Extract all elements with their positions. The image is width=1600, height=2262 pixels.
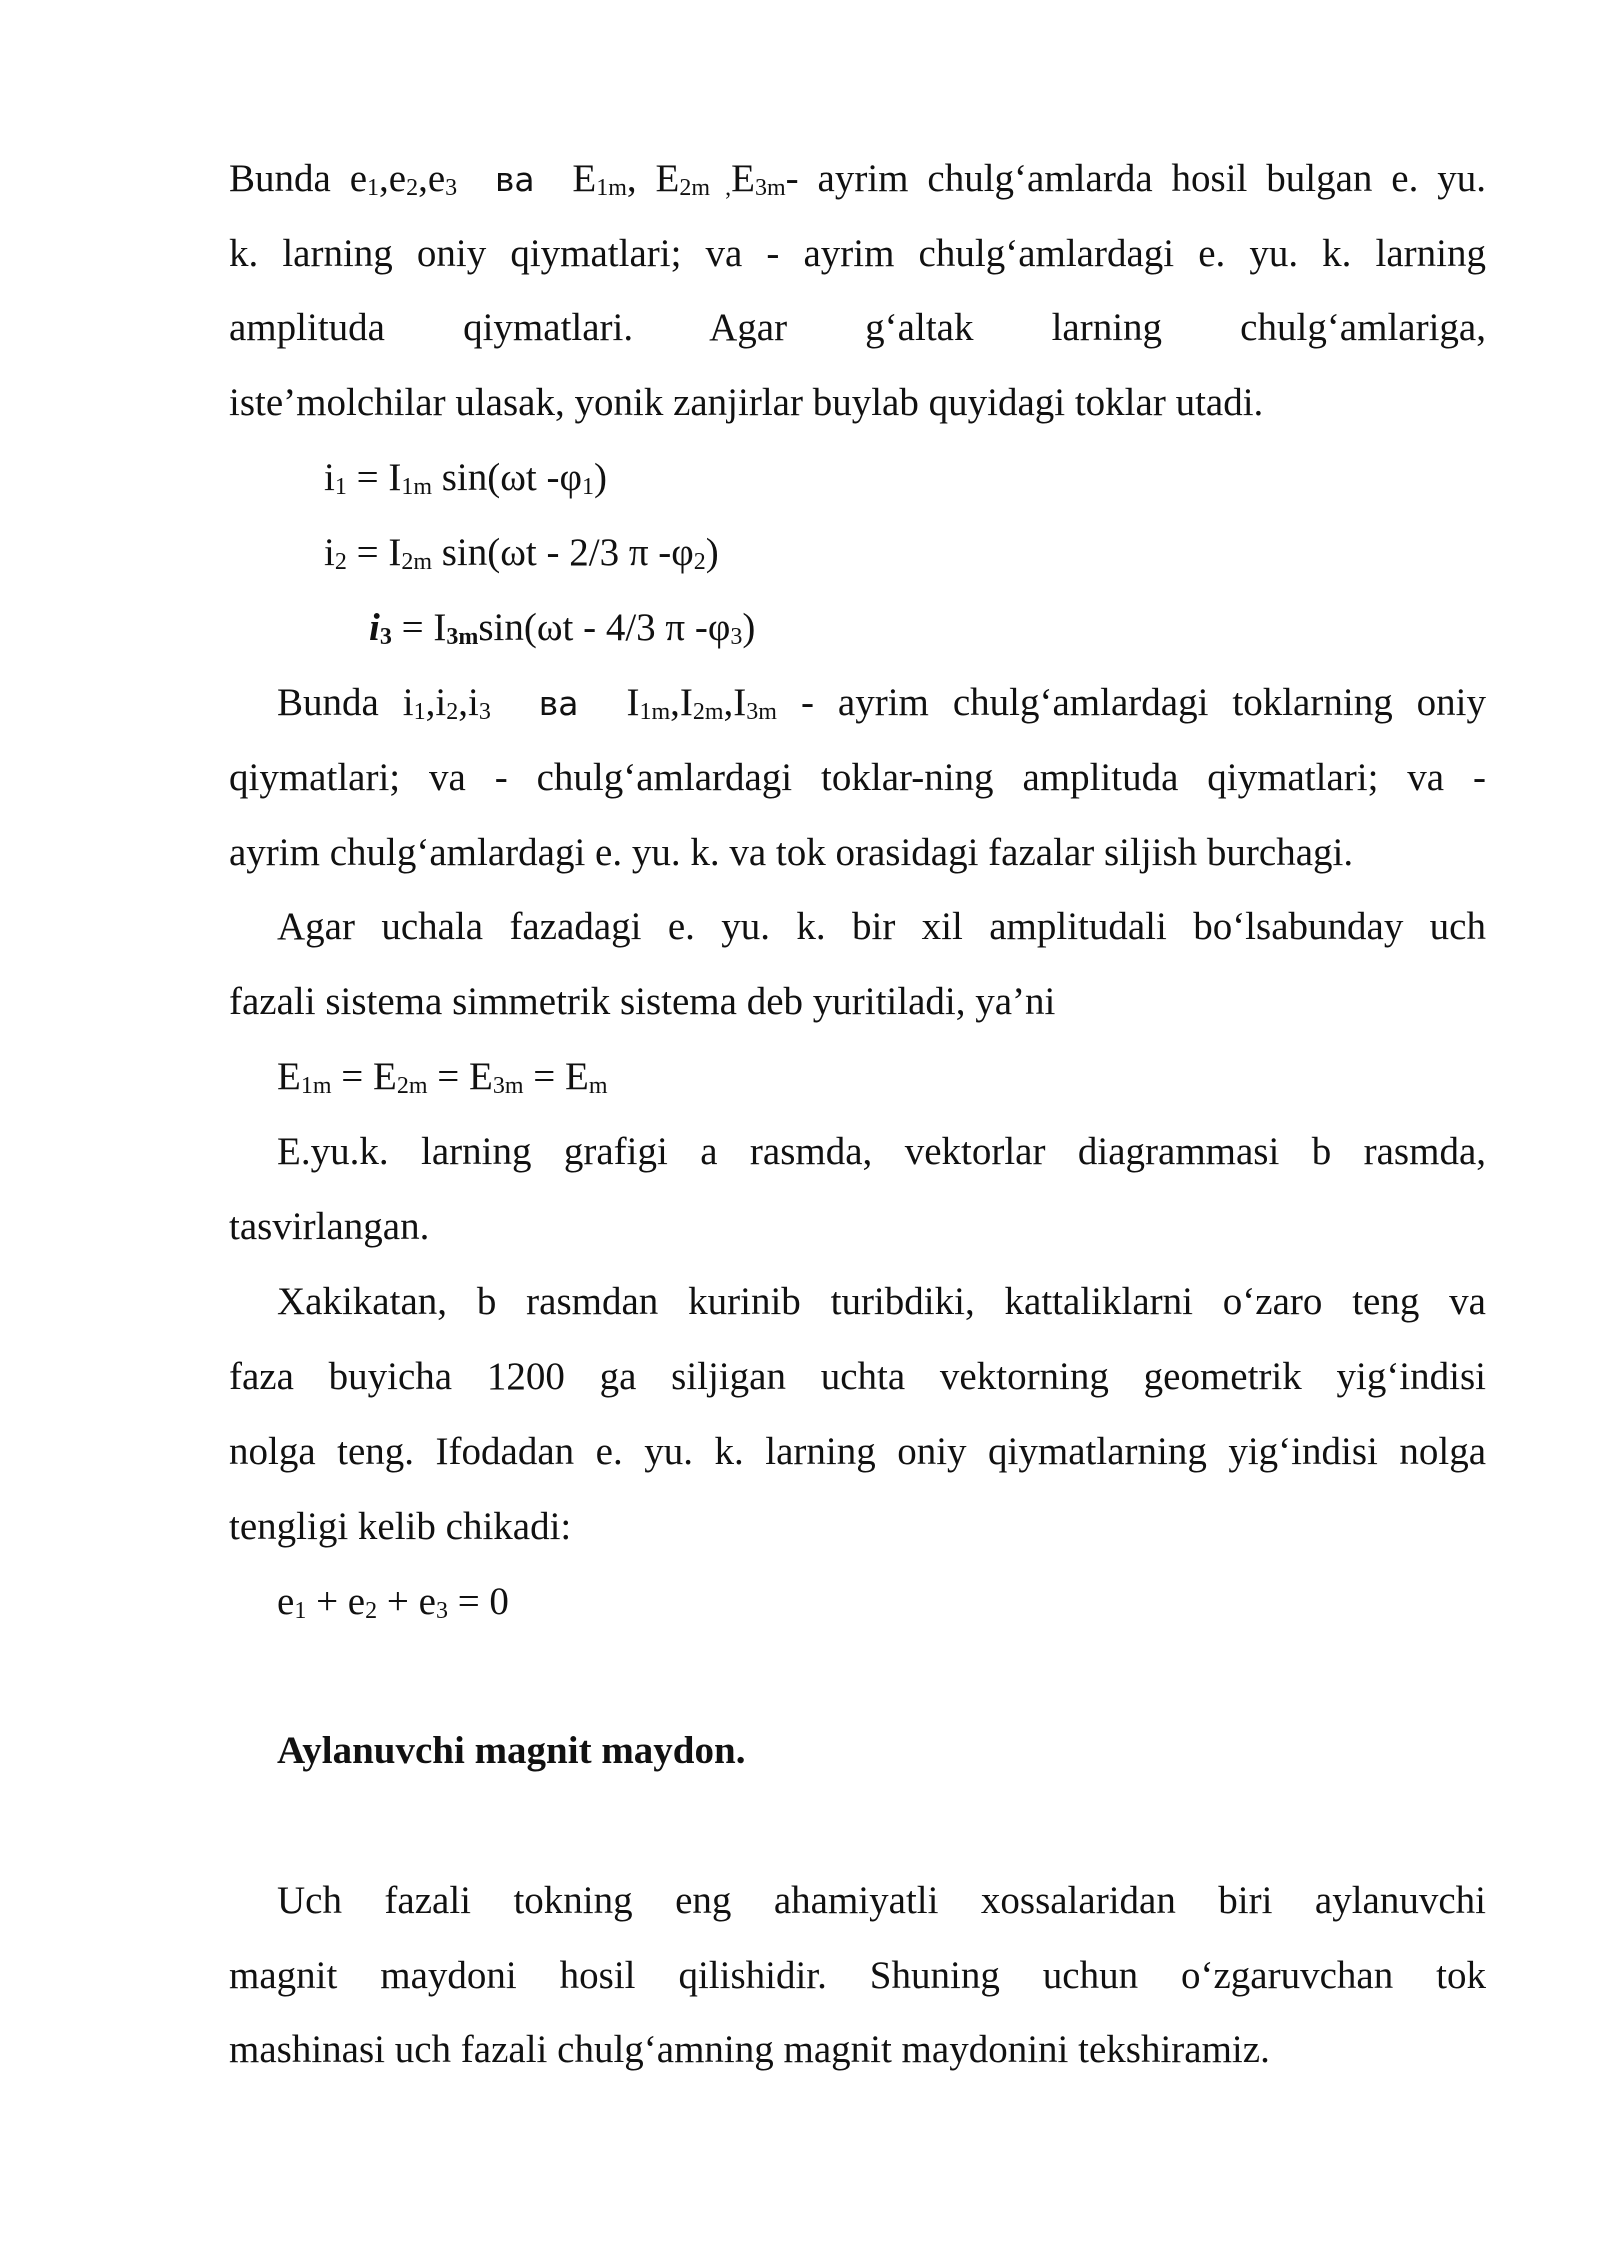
text: , E: [626, 157, 680, 200]
subscript: 2: [334, 549, 347, 575]
text: sin(ωt - 2/3 π -φ: [432, 531, 694, 574]
formula-i1: [324, 453, 1224, 503]
formula-i2: [324, 528, 1224, 578]
equation-sum-zero: [277, 1577, 1486, 1627]
paragraph-3-line-2: fazali sistema simmetrik sistema deb yuritiladi, ya’ni: [229, 980, 1056, 1023]
subscript: 2: [693, 549, 706, 575]
paragraph-4-line-2: tasvirlangan.: [229, 1205, 430, 1248]
subscript: 2: [446, 699, 459, 725]
text: = 0: [447, 1580, 509, 1623]
subscript: ,: [710, 175, 732, 201]
text: = I: [391, 606, 447, 649]
text: E: [277, 1055, 301, 1098]
subscript: m: [588, 1073, 608, 1099]
text: ): [594, 456, 608, 499]
text: ,e: [418, 157, 446, 200]
paragraph-1-line-4: iste’molchilar ulasak, yonik zanjirlar buylab quyidagi toklar utadi.: [229, 381, 1264, 424]
subscript: 1: [334, 474, 347, 500]
subscript: 1: [367, 175, 380, 201]
text: - ayrim chulg‘amlardagi toklarning oniy: [800, 681, 1487, 724]
paragraph-2-line-3: ayrim chulg‘amlardagi e. yu. k. va tok orasidagi fazalar siljish burchagi.: [229, 831, 1354, 874]
text: = I: [346, 456, 402, 499]
text: ,i: [425, 681, 447, 724]
subscript: 1m: [401, 474, 432, 500]
subscript: 3: [445, 175, 458, 201]
cyrillic-conjunction: ва: [538, 684, 579, 723]
paragraph-1-line-1: [229, 154, 1486, 204]
text: = I: [346, 531, 402, 574]
equation-amplitudes: [277, 1052, 1486, 1102]
subscript: 3m: [755, 175, 786, 201]
text: = E: [523, 1055, 589, 1098]
subscript: 2: [406, 175, 419, 201]
subscript: 3: [730, 624, 743, 650]
subscript: 2m: [679, 175, 711, 201]
subscript: 1m: [596, 175, 627, 201]
paragraph-6-line-3: mashinasi uch fazali chulg‘amning magnit maydonini tekshiramiz.: [229, 2028, 1270, 2071]
paragraph-2-line-2: qiymatlari; va - chulg‘amlardagi toklar-ning amplituda qiymatlari; va -: [229, 756, 1486, 799]
text: ,I: [723, 681, 747, 724]
subscript: 2m: [401, 549, 432, 575]
cyrillic-conjunction: ва: [494, 160, 535, 199]
text: i: [324, 531, 335, 574]
text: Bunda e: [229, 157, 368, 200]
paragraph-4-line-1: E.yu.k. larning grafigi a rasmda, vektorlar diagrammasi b rasmda,: [277, 1130, 1486, 1173]
subscript: 3: [478, 699, 491, 725]
paragraph-1-line-3: amplituda qiymatlari. Agar g‘altak larning chulg‘amlariga,: [229, 306, 1486, 349]
paragraph-2-line-1: [277, 678, 1486, 728]
text: I: [626, 681, 640, 724]
subscript: 1: [582, 474, 595, 500]
text: - ayrim chulg‘amlarda hosil bulgan e. yu.: [785, 157, 1486, 200]
subscript: 1m: [639, 699, 671, 725]
paragraph-6-line-2: magnit maydoni hosil qilishidir. Shuning uchun o‘zgaruvchan tok: [229, 1954, 1486, 1997]
subscript: 1m: [300, 1073, 332, 1099]
text: i: [324, 456, 335, 499]
text: ): [705, 531, 719, 574]
subscript: 3m: [446, 624, 479, 650]
subscript: 3: [379, 624, 392, 650]
text: sin(ωt -φ: [432, 456, 583, 499]
paragraph-5-line-2: faza buyicha 1200 ga siljigan uchta vektorning geometrik yig‘indisi: [229, 1355, 1486, 1398]
paragraph-5-line-3: nolga teng. Ifodadan e. yu. k. larning oniy qiymatlarning yig‘indisi nolga: [229, 1430, 1486, 1473]
formula-i3: [369, 603, 1269, 653]
text: i: [369, 606, 380, 649]
text: Bunda i: [277, 681, 414, 724]
text: E: [731, 157, 755, 200]
subscript: 3m: [492, 1073, 524, 1099]
text: ,e: [379, 157, 407, 200]
subscript: 2: [365, 1598, 378, 1624]
text: = E: [331, 1055, 397, 1098]
text: ,i: [458, 681, 479, 724]
text: ,I: [670, 681, 693, 724]
paragraph-1-line-2: k. larning oniy qiymatlari; va - ayrim chulg‘amlardagi e. yu. k. larning: [229, 232, 1486, 275]
text: + e: [306, 1580, 366, 1623]
subscript: 1: [294, 1598, 307, 1624]
text: E: [572, 157, 597, 200]
subscript: 2m: [396, 1073, 428, 1099]
subscript: 2m: [692, 699, 724, 725]
text: = E: [427, 1055, 493, 1098]
paragraph-6-line-1: Uch fazali tokning eng ahamiyatli xossalaridan biri aylanuvchi: [277, 1879, 1486, 1922]
text: sin(ωt - 4/3 π -φ: [478, 606, 731, 649]
paragraph-3-line-1: Agar uchala fazadagi e. yu. k. bir xil amplitudali bo‘lsabunday uch: [277, 905, 1486, 948]
text: e: [277, 1580, 295, 1623]
section-heading: Aylanuvchi magnit maydon.: [277, 1729, 746, 1772]
paragraph-5-line-4: tengligi kelib chikadi:: [229, 1505, 572, 1548]
text: + e: [377, 1580, 436, 1623]
subscript: 3m: [746, 699, 777, 725]
text: ): [742, 606, 756, 649]
subscript: 3: [435, 1598, 448, 1624]
paragraph-5-line-1: Xakikatan, b rasmdan kurinib turibdiki, kattaliklarni o‘zaro teng va: [277, 1280, 1486, 1323]
subscript: 1: [413, 699, 426, 725]
